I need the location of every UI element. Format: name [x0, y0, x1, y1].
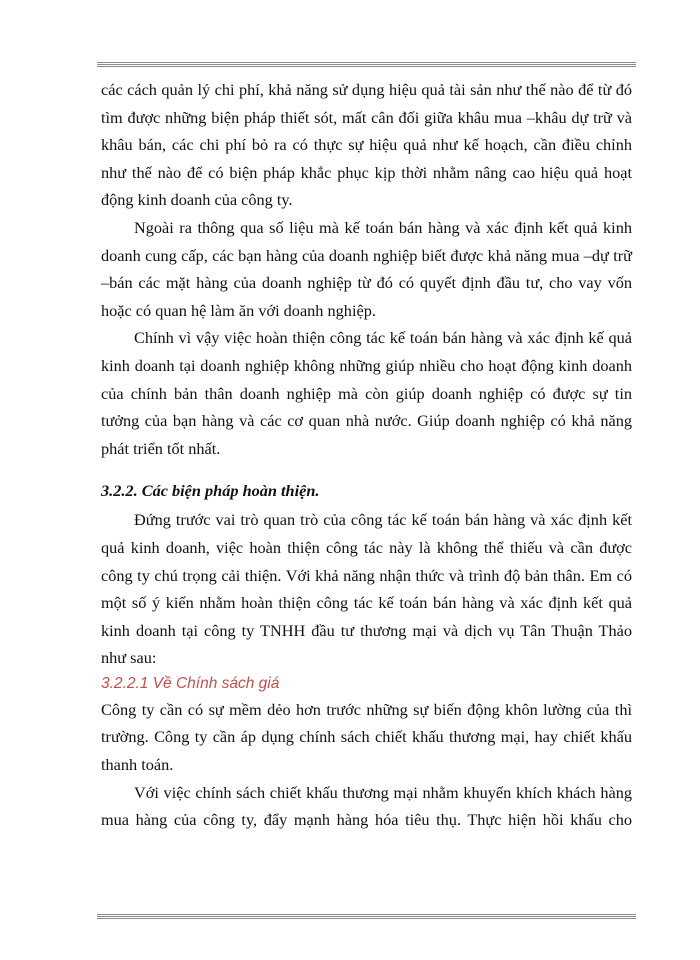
paragraph [101, 696, 632, 751]
paragraph-end [101, 751, 632, 779]
text-line: một số ý kiến nhằm hoàn thiện công tác kế toán bán hàng và xác định kết quả [101, 593, 632, 613]
paragraph-end [101, 644, 632, 672]
text-line: kinh doanh tại doanh nghiệp không những giúp nhiều cho hoạt động kinh doanh [101, 355, 632, 375]
text-line: –bán các mặt hàng của doanh nghiệp từ đó có quyết định đầu tư, cho vay vốn [101, 273, 632, 293]
section-heading: 3.2.2. Các biện pháp hoàn thiện. [101, 481, 320, 501]
text-line: Ngoài ra thông qua số liệu mà kế toán bán hàng và xác định kết quả kinh [134, 217, 632, 237]
text-line: doanh cung cấp, các bạn hàng của doanh nghiệp biết được khả năng mua –dự trữ [101, 245, 632, 265]
text-line: tìm được những biện pháp thiết sót, mất cân đối giữa khâu mua –khâu dự trữ và [101, 107, 632, 127]
text-line: động kinh doanh của công ty. [101, 190, 293, 210]
text-line: Với việc chính sách chiết khấu thương mại nhằm khuyến khích khách hàng [134, 782, 632, 802]
paragraph-end [101, 186, 632, 214]
paragraph [101, 76, 632, 186]
footer-rule [97, 914, 636, 919]
text-line: Đứng trước vai trò quan trò của công tác kế toán bán hàng và xác định kết [134, 510, 632, 530]
text-line: phát triển tốt nhất. [101, 438, 221, 458]
paragraph-end [101, 435, 632, 463]
text-line: mua hàng của công ty, đẩy mạnh hàng hóa tiêu thụ. Thực hiện hồi khấu cho [101, 810, 632, 830]
text-line: như sau: [101, 648, 157, 668]
text-line: khâu bán, các chi phí bỏ ra có thực sự hiệu quả như kế hoạch, cần điều chỉnh [101, 135, 632, 155]
text-line: Chính vì vậy việc hoàn thiện công tác kế toán bán hàng và xác định kế quả [134, 328, 632, 348]
text-line: tưởng của bạn hàng và các cơ quan nhà nước. Giúp doanh nghiệp có khả năng [101, 411, 632, 431]
text-line: hoặc có quan hệ làm ăn với doanh nghiệp. [101, 300, 376, 320]
subsection-heading: 3.2.2.1 Về Chính sách giá [101, 674, 280, 692]
paragraph [101, 214, 632, 297]
text-line: các cách quản lý chi phí, khả năng sử dụng hiệu quả tài sản như thế nào để từ đó [101, 80, 632, 99]
text-line: trường. Công ty cần áp dụng chính sách chiết khấu thương mại, hay chiết khấu [101, 727, 632, 747]
document-body [101, 76, 632, 834]
header-rule [97, 62, 636, 67]
paragraph-end [101, 297, 632, 325]
paragraph [101, 779, 632, 834]
text-line: của chính bản thân doanh nghiệp mà còn giúp doanh nghiệp có được sự tin [101, 383, 632, 403]
text-line: kinh doanh tại công ty TNHH đầu tư thương mại và dịch vụ Tân Thuận Thảo [101, 620, 632, 640]
paragraph [101, 324, 632, 434]
paragraph [101, 506, 632, 644]
text-line: công ty chú trọng cải thiện. Với khả năng nhận thức và trình độ bản thân. Em có [101, 565, 632, 585]
text-line: thanh toán. [101, 755, 174, 775]
text-line: như thế nào để có biện pháp khắc phục kịp thời nhằm nâng cao hiệu quả hoạt [101, 162, 632, 182]
text-line: Công ty cần có sự mềm dẻo hơn trước những sự biến động khôn lường của thì [101, 699, 632, 719]
text-line: quả kinh doanh, việc hoàn thiện công tác này là không thể thiếu và cần được [101, 537, 632, 557]
